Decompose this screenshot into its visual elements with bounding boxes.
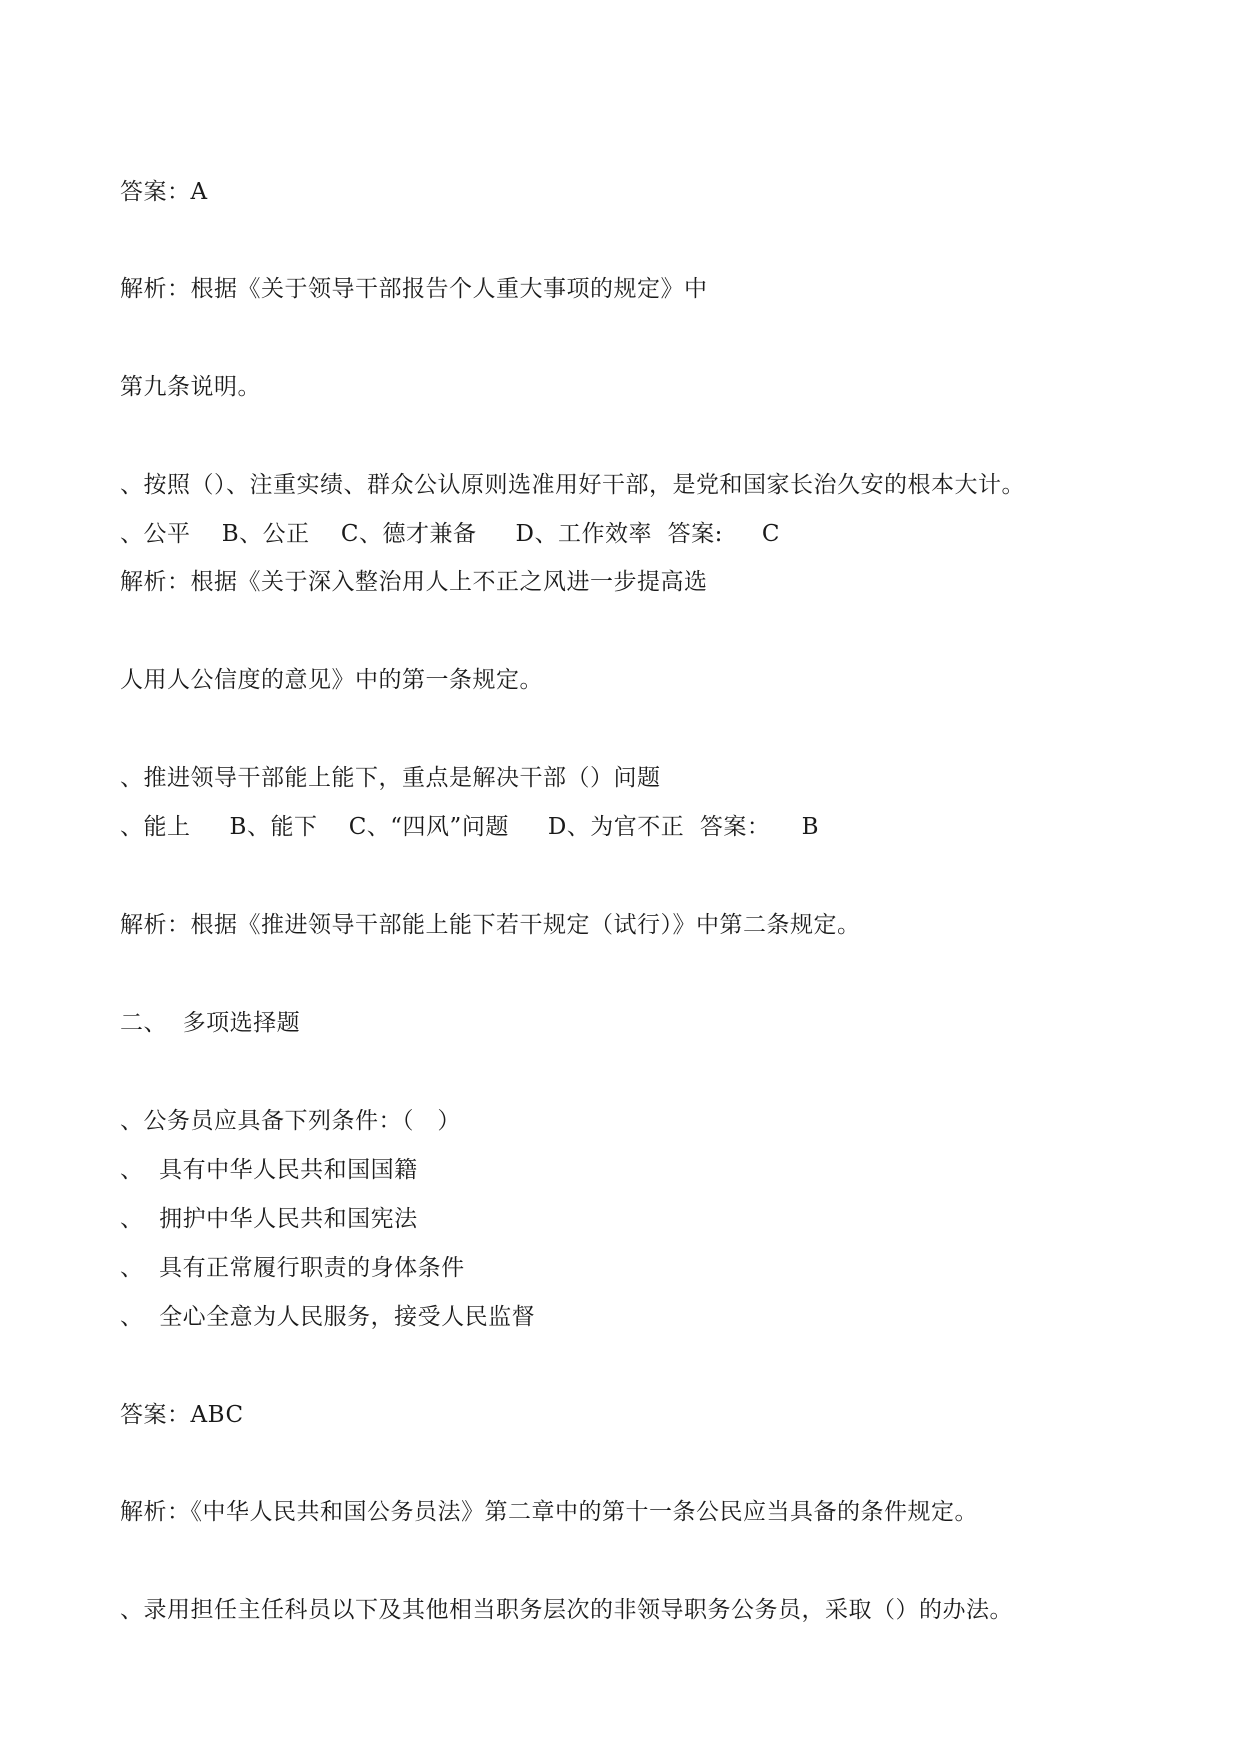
question-line-4: 、公务员应具备下列条件：（ ） — [120, 1108, 461, 1134]
options-line-3: 、能上 B、能下 C、“四风”问题 D、为官不正 答案： B — [120, 814, 820, 840]
question-line-5: 、录用担任主任科员以下及其他相当职务层次的非领导职务公务员，采取（）的办法。 — [120, 1597, 1013, 1623]
section-heading: 二、 多项选择题 — [120, 1010, 301, 1036]
option-line-4a: 、 具有中华人民共和国国籍 — [120, 1157, 418, 1183]
analysis-line-2: 解析：根据《关于深入整治用人上不正之风进一步提高选 — [120, 569, 708, 595]
option-line-4c: 、 具有正常履行职责的身体条件 — [120, 1255, 465, 1281]
options-line-2: 、公平 B、公正 C、德才兼备 D、工作效率 答案: C — [120, 521, 781, 547]
analysis-line-1: 解析：根据《关于领导干部报告个人重大事项的规定》中 — [120, 276, 708, 302]
analysis-line-3: 解析：根据《推进领导干部能上能下若干规定（试行）》中第二条规定。 — [120, 912, 861, 938]
question-line-2: 、按照（）、注重实绩、群众公认原则选准用好干部，是党和国家长治久安的根本大计。 — [120, 472, 1025, 498]
question-line-3: 、推进领导干部能上能下，重点是解决干部（）问题 — [120, 765, 661, 791]
answer-line-4: 答案：ABC — [120, 1402, 244, 1428]
analysis-line-2-cont: 人用人公信度的意见》中的第一条规定。 — [120, 667, 543, 693]
analysis-line-4: 解析：《中华人民共和国公务员法》第二章中的第十一条公民应当具备的条件规定。 — [120, 1499, 978, 1525]
option-line-4b: 、 拥护中华人民共和国宪法 — [120, 1206, 418, 1232]
analysis-line-1-cont: 第九条说明。 — [120, 374, 261, 400]
answer-line-1: 答案：A — [120, 179, 208, 205]
option-line-4d: 、 全心全意为人民服务，接受人民监督 — [120, 1304, 536, 1330]
